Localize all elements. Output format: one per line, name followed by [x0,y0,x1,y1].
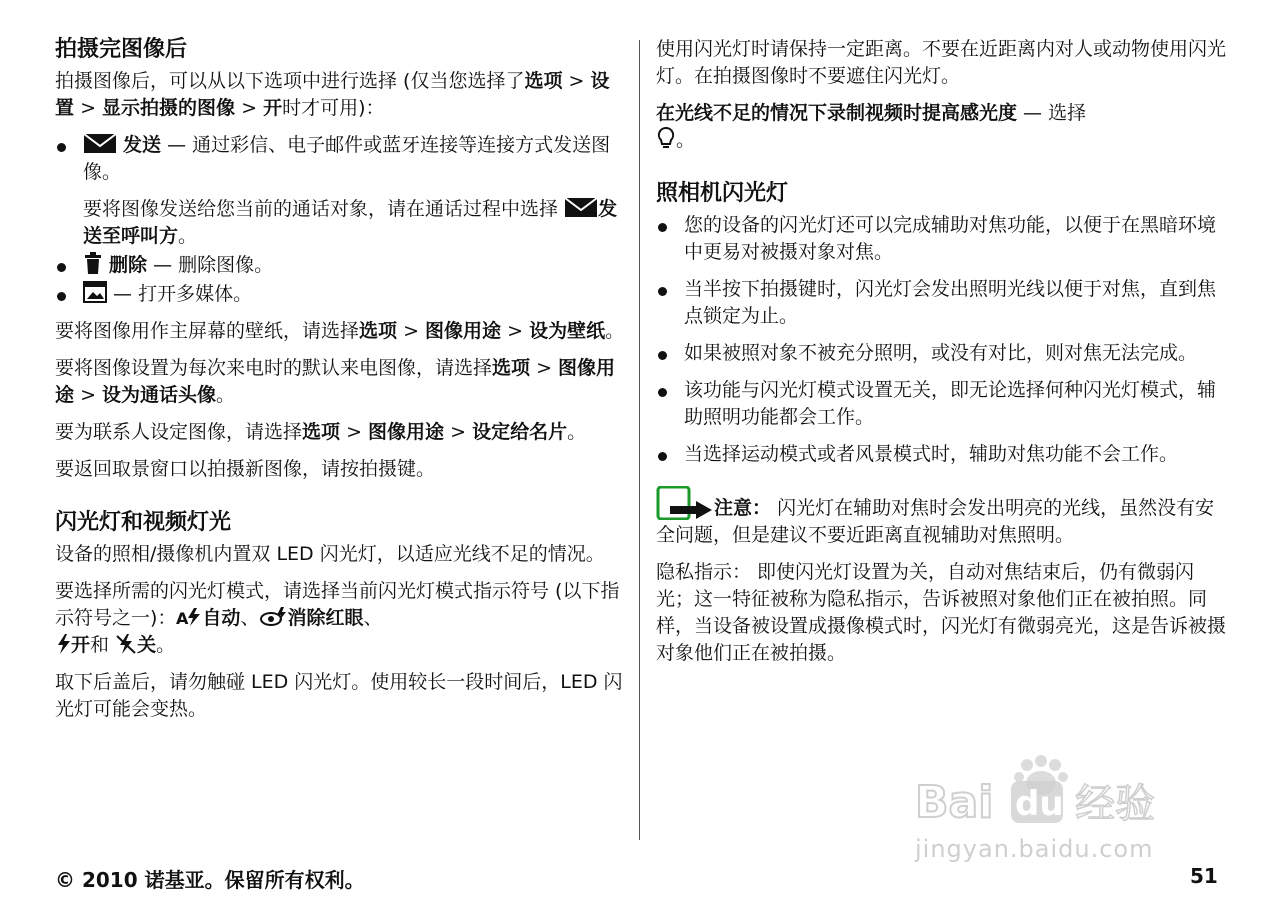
paragraph-low-light-video: 在光线不足的情况下录制视频时提高感光度 — 选择 。 [656,102,1087,151]
paragraph-set-contact-image: 要为联系人设定图像，请选择选项 > 图像用途 > 设定给名片。 [55,421,587,443]
watermark-url: jingyan.baidu.com [915,835,1154,863]
list-item: 当选择运动模式或者风景模式时，辅助对焦功能不会工作。 [656,441,1226,468]
section-heading-after-capture: 拍摄完图像后 [55,37,188,62]
list-item: 当半按下拍摄键时，闪光灯会发出照明光线以便于对焦，直到焦点锁定为止。 [656,276,1226,330]
envelope-icon [83,132,117,154]
paragraph-flash-heat: 取下后盖后，请勿触碰 LED 闪光灯。使用较长一段时间后，LED 闪光灯可能会变热。 [55,671,623,720]
svg-text:du: du [1015,784,1064,824]
bullet [658,351,667,360]
paragraph-set-wallpaper: 要将图像用作主屏幕的壁纸，请选择选项 > 图像用途 > 设为壁纸。 [55,320,625,342]
flash-on-icon [55,634,71,654]
list-item: 如果被照对象不被充分照明，或没有对比，则对焦无法完成。 [656,340,1226,367]
list-item-open-gallery: — 打开多媒体。 [55,281,625,308]
list-item: 您的设备的闪光灯还可以完成辅助对焦功能，以便于在黑暗环境中更易对被摄对象对焦。 [656,212,1226,266]
paragraph-set-call-image: 要将图像设置为每次来电时的默认来电图像，请选择选项 > 图像用途 > 设为通话头像。 [55,357,616,406]
svg-text:经验: 经验 [1075,781,1155,827]
bullet [57,263,66,272]
section-heading-camera-flash: 照相机闪光灯 [656,181,789,206]
page-number: 51 [1190,864,1218,888]
bullet [658,287,667,296]
list-item: 该功能与闪光灯模式设置无关，即无论选择何种闪光灯模式，辅助照明功能都会工作。 [656,377,1226,431]
paragraph-led-flash: 设备的照相/摄像机内置双 LED 闪光灯，以适应光线不足的情况。 [55,543,605,565]
paragraph-flash-mode: 要选择所需的闪光灯模式，请选择当前闪光灯模式指示符号 (以下指示符号之一)： A 自动、 消除红眼、 开和 关。 [55,580,620,656]
flash-off-icon [115,634,137,654]
paragraph-after-capture: 拍摄图像后，可以从以下选项中进行选择 (仅当您选择了选项 > 设置 > 显示拍摄的图像 > 开时才可用)： [55,70,610,119]
paragraph-return-viewfinder: 要返回取景窗口以拍摄新图像，请按拍摄键。 [55,458,436,480]
red-eye-icon [259,607,287,627]
copyright: © 2010 诺基亚。保留所有权利。 [55,868,365,892]
list-item-delete: 删除 — 删除图像。 [55,252,625,279]
trash-icon [83,252,103,274]
gallery-icon [83,281,107,303]
send-to-caller-note: 要将图像发送给您当前的通话对象，请在通话过程中选择 发送至呼叫方。 [83,198,618,247]
paragraph-flash-distance: 使用闪光灯时请保持一定距离。不要在近距离内对人或动物使用闪光灯。在拍摄图像时不要遮住闪光灯。 [656,38,1227,87]
note-paragraph: 注意： 闪光灯在辅助对焦时会发出明亮的光线，虽然没有安全问题，但是建议不要近距离直视辅助对焦照明。 [656,486,1226,549]
bullet [57,143,66,152]
section-heading-flash: 闪光灯和视频灯光 [55,510,232,535]
bullet [658,452,667,461]
list-item-send: 发送 — 通过彩信、电子邮件或蓝牙连接等连接方式发送图像。 [55,132,625,186]
flash-auto-icon [176,607,202,627]
envelope-icon [564,196,598,218]
bullet [658,388,667,397]
lightbulb-icon [656,127,676,149]
column-divider [639,40,640,840]
svg-text:A: A [176,609,189,627]
svg-text:Bai: Bai [915,777,994,828]
bullet [57,292,66,301]
right-column [656,36,1226,677]
baidu-watermark [915,755,1215,865]
left-column [55,36,625,733]
paragraph-privacy-indicator: 隐私指示： 即使闪光灯设置为关，自动对焦结束后，仍有微弱闪光；这一特征被称为隐私指示，告诉被照对象他们正在被拍照。同样，当设备被设置成摄像模式时，闪光灯有微弱亮光，这是告诉被摄对象他们正在被拍摄。 [656,561,1227,664]
note-icon [656,486,714,520]
bullet [658,223,667,232]
